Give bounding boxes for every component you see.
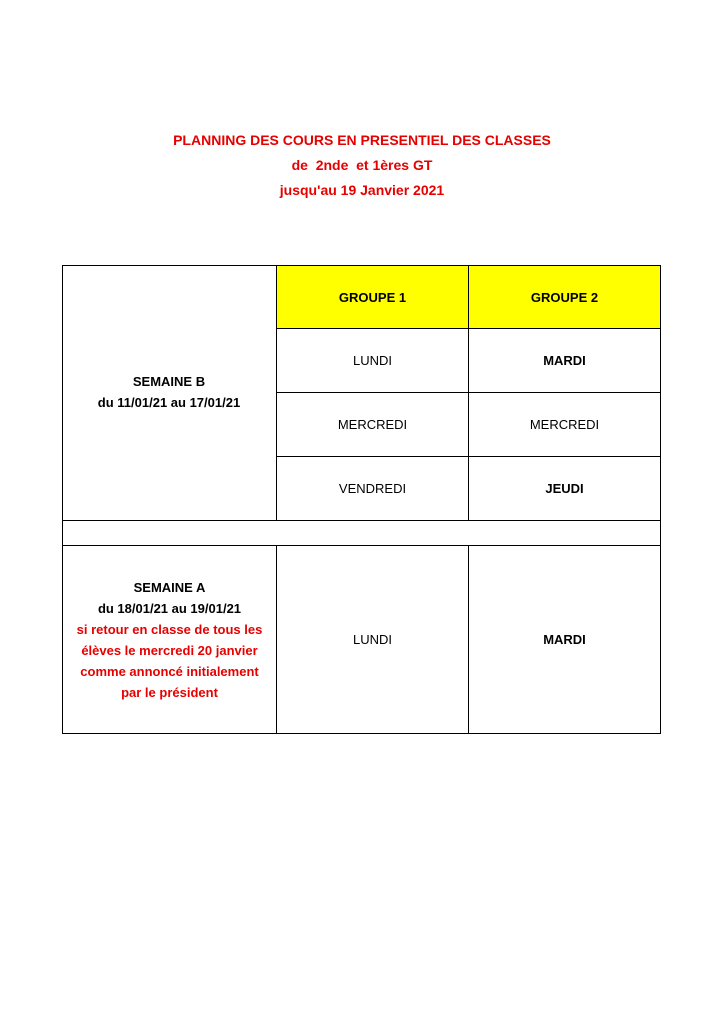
- week-a-note-line-2: élèves le mercredi 20 janvier: [81, 642, 258, 658]
- planning-table: [62, 265, 661, 734]
- week-b-cell: [63, 329, 277, 521]
- week-a-cell: [63, 546, 277, 734]
- week-a-note-line-1: si retour en classe de tous les: [76, 621, 263, 637]
- week-b-group-1-day-1: LUNDI: [277, 329, 469, 393]
- week-b-label: SEMAINE B: [132, 374, 206, 389]
- week-a-note-line-3: comme annoncé initialement: [80, 663, 259, 679]
- week-b-group-2-day-1: MARDI: [469, 329, 661, 393]
- week-b-group-2-day-2: MERCREDI: [469, 393, 661, 457]
- header-group-1: GROUPE 1: [277, 266, 469, 329]
- title-line-3: jusqu'au 19 Janvier 2021: [279, 182, 445, 198]
- separator-row: [63, 521, 661, 546]
- document-title: [0, 128, 724, 203]
- week-b-group-1-day-2: MERCREDI: [277, 393, 469, 457]
- week-b-dates: du 11/01/21 au 17/01/21: [97, 395, 241, 410]
- week-a-dates: du 18/01/21 au 19/01/21: [97, 600, 242, 616]
- week-a-group-2-day: MARDI: [469, 546, 661, 734]
- week-a-note-line-4: par le président: [121, 684, 218, 700]
- separator-cell: [63, 521, 661, 546]
- week-b-group-1-day-3: VENDREDI: [277, 457, 469, 521]
- title-line-1: PLANNING DES COURS EN PRESENTIEL DES CLASSES: [173, 132, 551, 148]
- week-a-group-1-day: LUNDI: [277, 546, 469, 734]
- week-a-label: SEMAINE A: [133, 579, 206, 595]
- title-line-2: de 2nde et 1ères GT: [291, 157, 433, 173]
- week-b-group-2-day-3: JEUDI: [469, 457, 661, 521]
- header-blank-cell: [63, 266, 277, 329]
- table-header-row: [63, 266, 661, 329]
- table-row: [63, 329, 661, 393]
- table-row: [63, 546, 661, 734]
- header-group-2: GROUPE 2: [469, 266, 661, 329]
